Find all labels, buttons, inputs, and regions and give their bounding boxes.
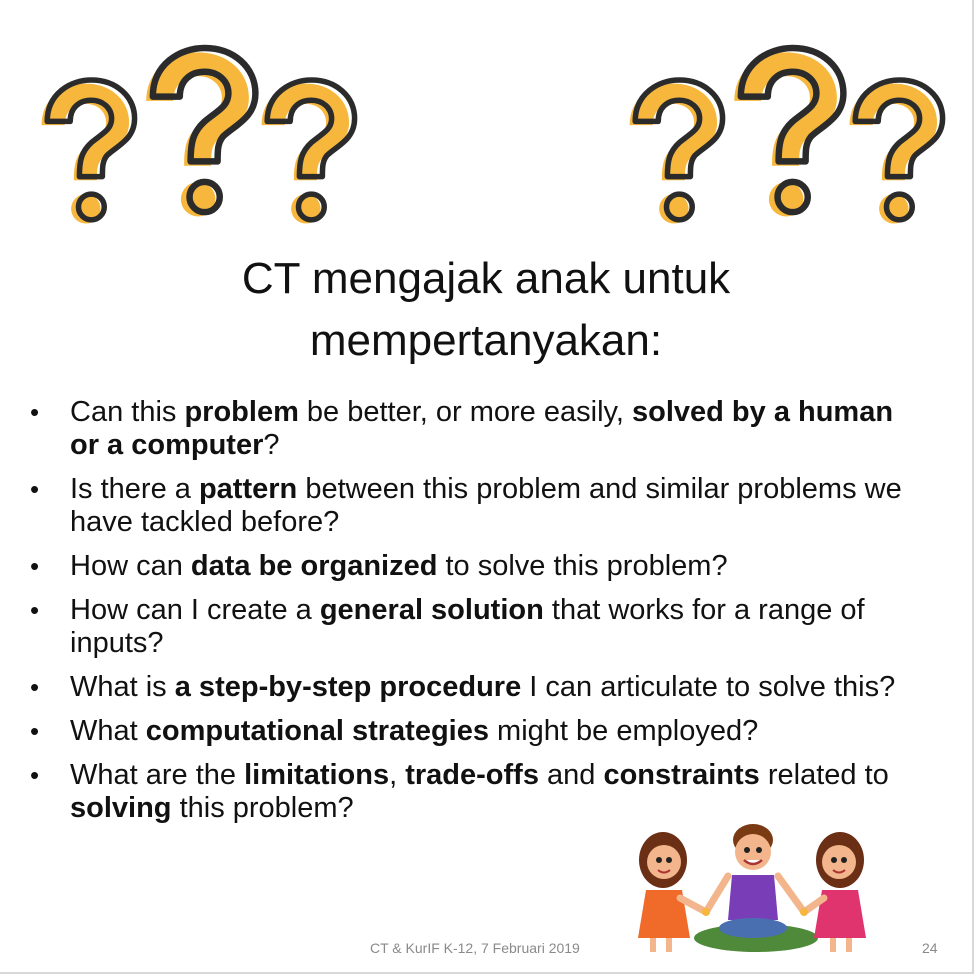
bullet: • — [30, 760, 40, 790]
question-text: that works for a range of inputs? — [70, 594, 865, 659]
question-text: What are the — [70, 759, 245, 791]
question-item — [28, 396, 928, 462]
question-text: ? — [263, 429, 280, 461]
question-text: related to — [759, 759, 889, 791]
question-item — [28, 594, 928, 660]
question-text: What — [70, 715, 146, 747]
question-text: Can this — [70, 396, 185, 428]
question-item — [28, 550, 928, 583]
question-emphasis: constraints — [603, 759, 760, 791]
bullet: • — [30, 595, 40, 625]
question-emphasis: computational strategies — [145, 715, 489, 747]
question-text: I can articulate to solve this? — [521, 671, 896, 703]
question-item — [28, 473, 928, 539]
question-emphasis: trade-offs — [405, 759, 539, 791]
center-boy — [706, 824, 804, 938]
question-text: between this problem and similar problems we have tackled before? — [70, 473, 902, 538]
slide-title — [0, 248, 972, 372]
question-emphasis: data be organized — [190, 550, 438, 582]
question-text: and — [538, 759, 604, 791]
question-item — [28, 671, 928, 704]
title-line-1: CT mengajak anak untuk — [241, 254, 731, 303]
question-emphasis: solved by a human or a computer — [70, 396, 894, 461]
question-text: What is — [70, 671, 175, 703]
question-list — [28, 396, 928, 836]
question-emphasis: pattern — [198, 473, 298, 505]
title-line-2: mempertanyakan: — [309, 316, 663, 365]
question-emphasis: solving — [70, 792, 172, 824]
question-text: , — [389, 759, 406, 791]
bullet: • — [30, 397, 40, 427]
question-emphasis: a step-by-step procedure — [174, 671, 522, 703]
question-emphasis: limitations — [244, 759, 390, 791]
question-emphasis: general solution — [319, 594, 544, 626]
bullet: • — [30, 474, 40, 504]
question-text: How can I create a — [70, 594, 320, 626]
question-text: to solve this problem? — [437, 550, 728, 582]
question-text: this problem? — [171, 792, 354, 824]
question-marks-left-icon — [30, 30, 360, 230]
question-text: How can — [70, 550, 191, 582]
question-text: Is there a — [70, 473, 199, 505]
bullet: • — [30, 672, 40, 702]
bullet: • — [30, 716, 40, 746]
question-item — [28, 715, 928, 748]
question-text: be better, or more easily, — [298, 396, 632, 428]
question-text: might be employed? — [489, 715, 759, 747]
left-girl — [638, 832, 706, 952]
children-playing-illustration-icon — [628, 820, 878, 960]
page-number: 24 — [922, 940, 938, 956]
bullet: • — [30, 551, 40, 581]
footer-text: CT & KurIF K-12, 7 Februari 2019 — [370, 940, 580, 956]
question-emphasis: problem — [184, 396, 299, 428]
question-item — [28, 759, 928, 825]
question-marks-right-icon — [618, 30, 948, 230]
